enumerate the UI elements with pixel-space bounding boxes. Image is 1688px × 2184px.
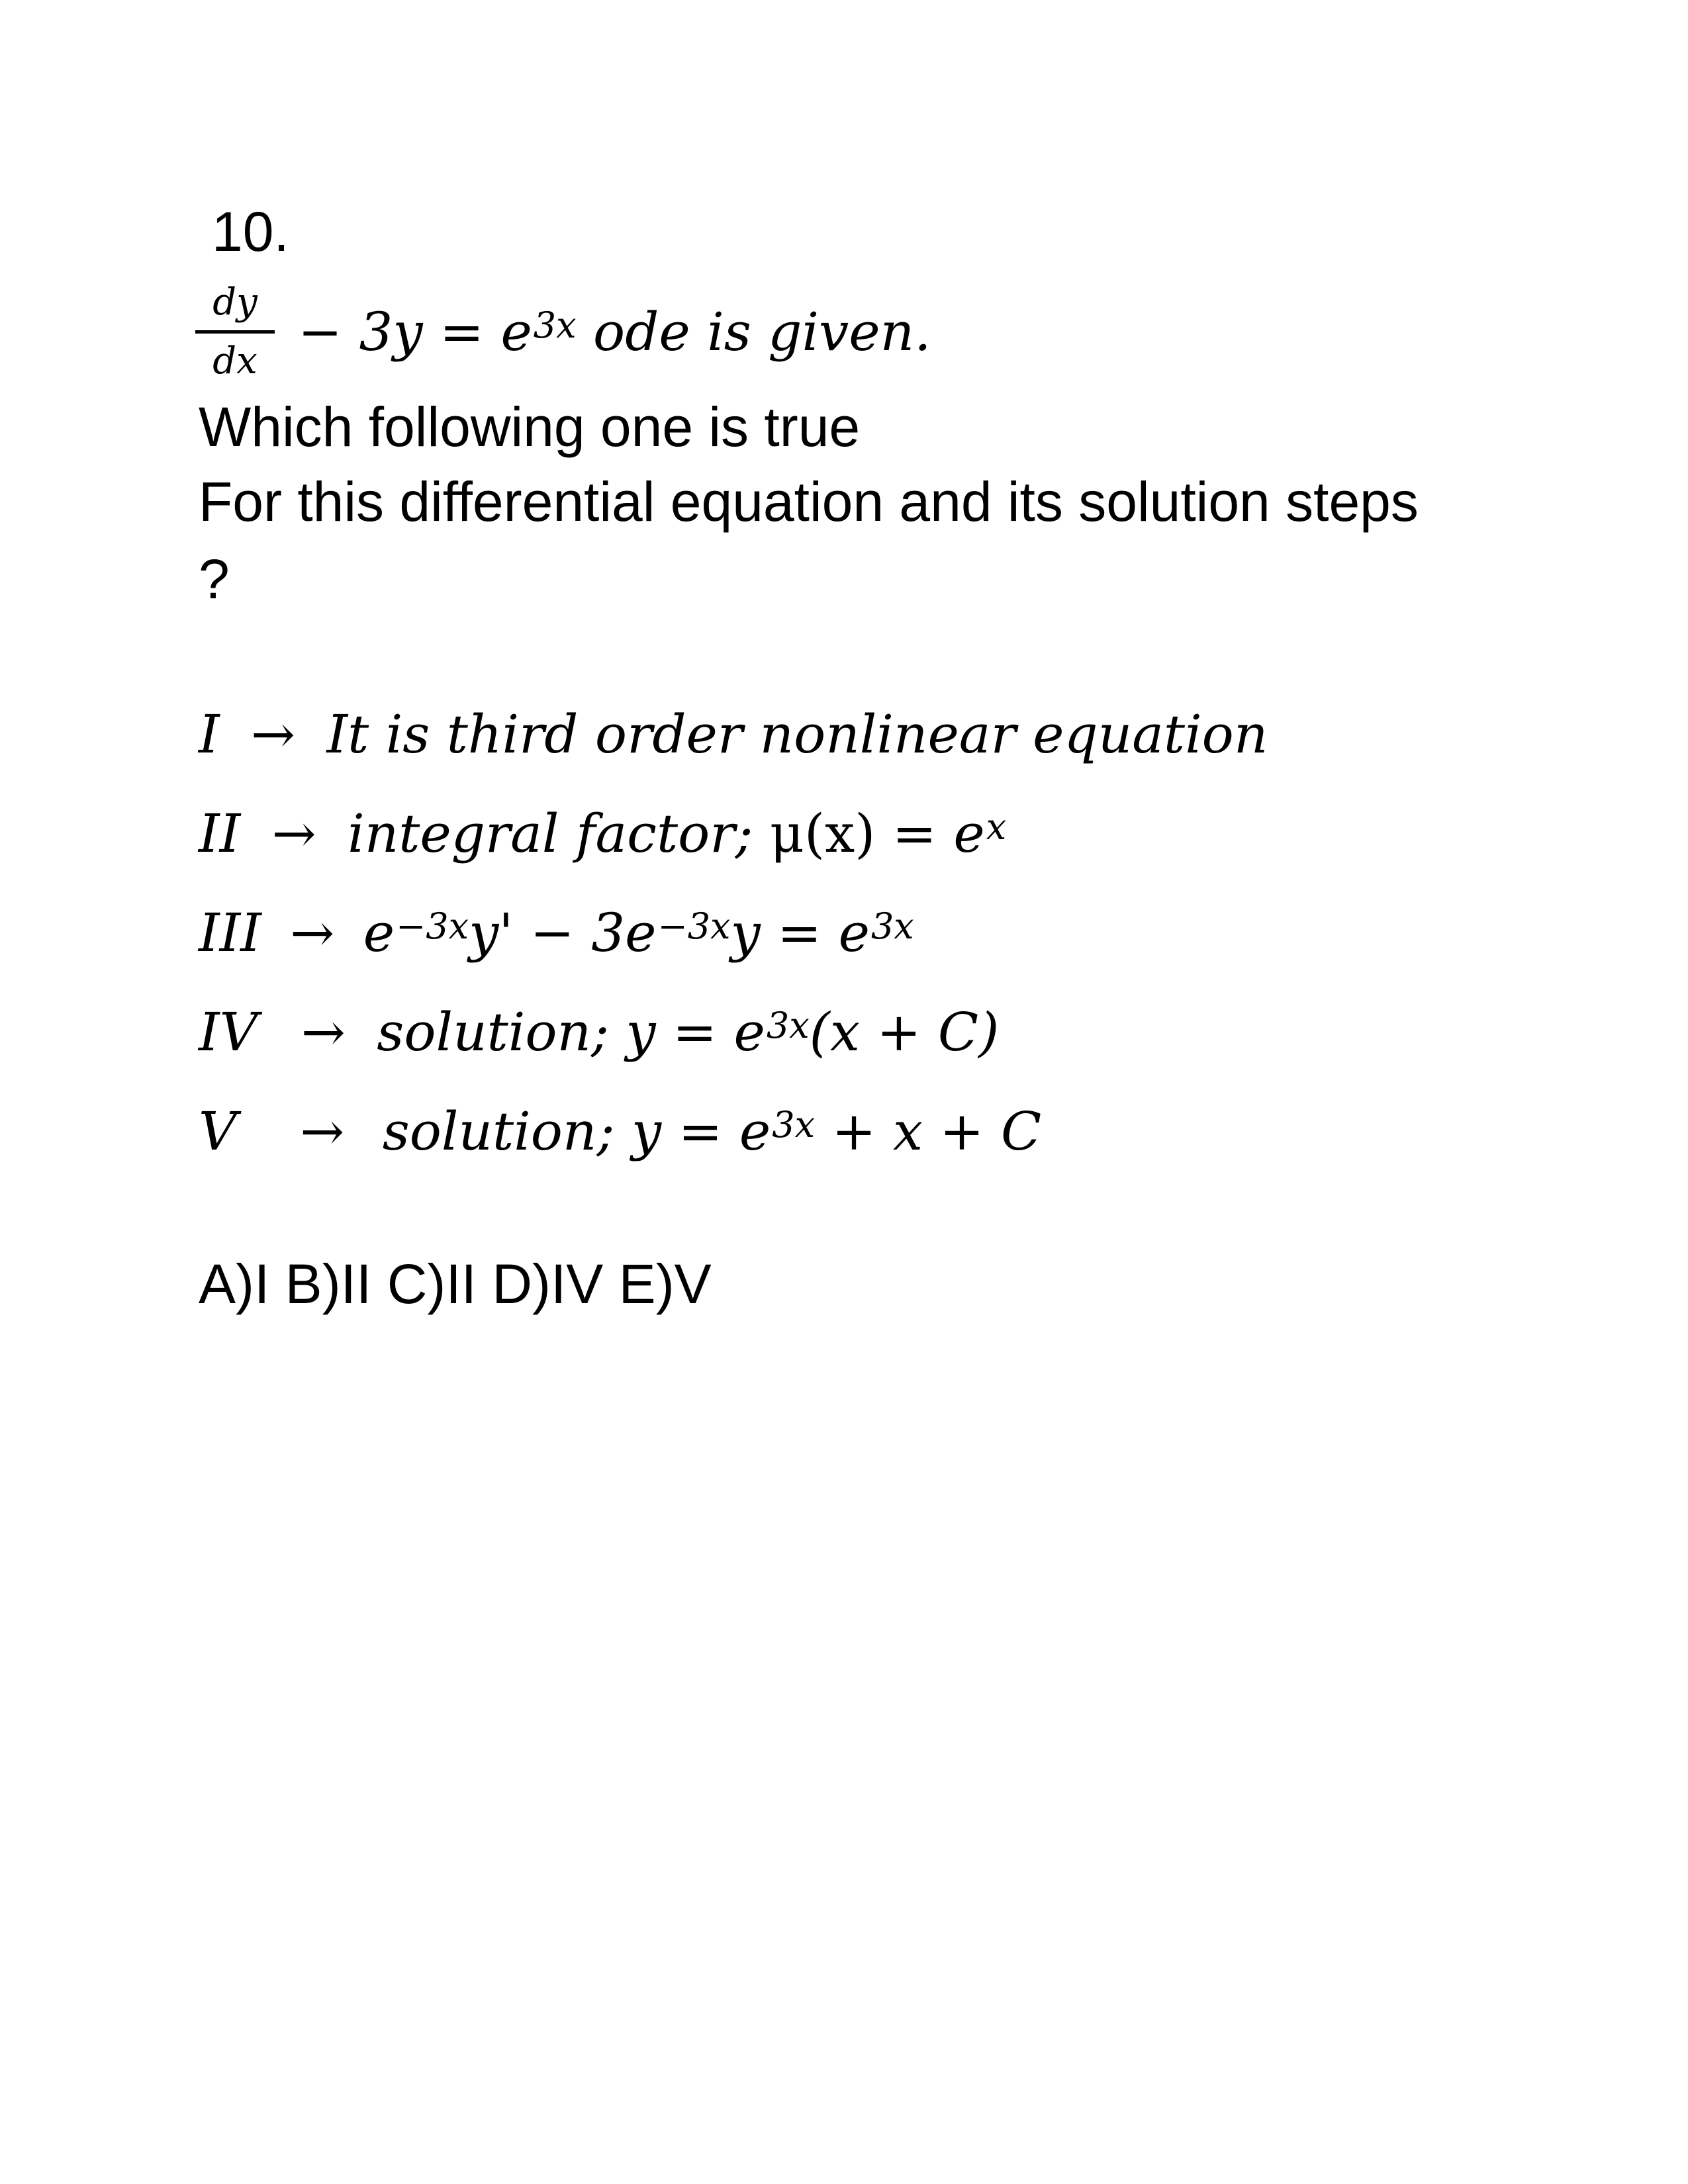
option-v-label: V [199,1101,237,1162]
option-iv-text: solution; y = e [377,1001,765,1063]
option-iii-part-1: e [363,902,395,964]
option-iii-part-3: y = e [730,902,870,964]
option-iii [199,902,914,964]
arrow-icon: → [251,704,296,765]
prompt-line-1: Which following one is true [199,396,861,458]
arrow-icon: → [301,1001,346,1063]
fraction-bar [195,330,275,334]
derivative-fraction [195,281,275,383]
answer-choices: A)I B)II C)II D)IV E)V [199,1253,712,1315]
option-iii-exponent-1: −3x [396,905,469,948]
option-iii-exponent-2: −3x [657,905,731,948]
option-iv [199,1001,1000,1063]
option-i-text: It is third order nonlinear equation [326,704,1268,765]
option-i [199,704,1268,765]
equation-body [298,301,931,363]
question-number: 10. [212,201,289,263]
arrow-icon: → [290,902,335,964]
option-iv-label: IV [199,1001,258,1063]
prompt-line-3: ? [199,548,230,610]
option-v-text: solution; y = e [382,1101,771,1162]
option-i-label: I [199,704,220,765]
option-iii-label: III [199,902,261,964]
option-iv-exponent: 3x [766,1005,810,1047]
option-iii-exponent-3: 3x [870,905,914,948]
option-ii-exponent: x [986,806,1007,848]
option-ii-mu: μ(x) [769,803,876,864]
option-v [199,1101,1042,1162]
option-ii-eq: = e [875,803,985,864]
option-iv-after: (x + C) [809,1001,1000,1063]
fraction-denominator: dx [212,340,258,383]
option-ii [199,803,1007,864]
option-iii-part-2: y' − 3e [469,902,657,964]
equation-exponent: 3x [533,304,577,347]
equation-tail: ode is given. [576,301,931,363]
prompt-line-2: For this differential equation and its solution steps [199,471,1419,533]
option-ii-label: II [199,803,241,864]
fraction-numerator: dy [212,281,258,324]
equation-rest: − 3y = e [298,301,532,363]
option-ii-text: integral factor; [348,803,770,864]
option-v-after: + x + C [815,1101,1042,1162]
option-v-exponent: 3x [772,1104,816,1146]
arrow-icon: → [271,803,316,864]
arrow-icon: → [300,1101,345,1162]
